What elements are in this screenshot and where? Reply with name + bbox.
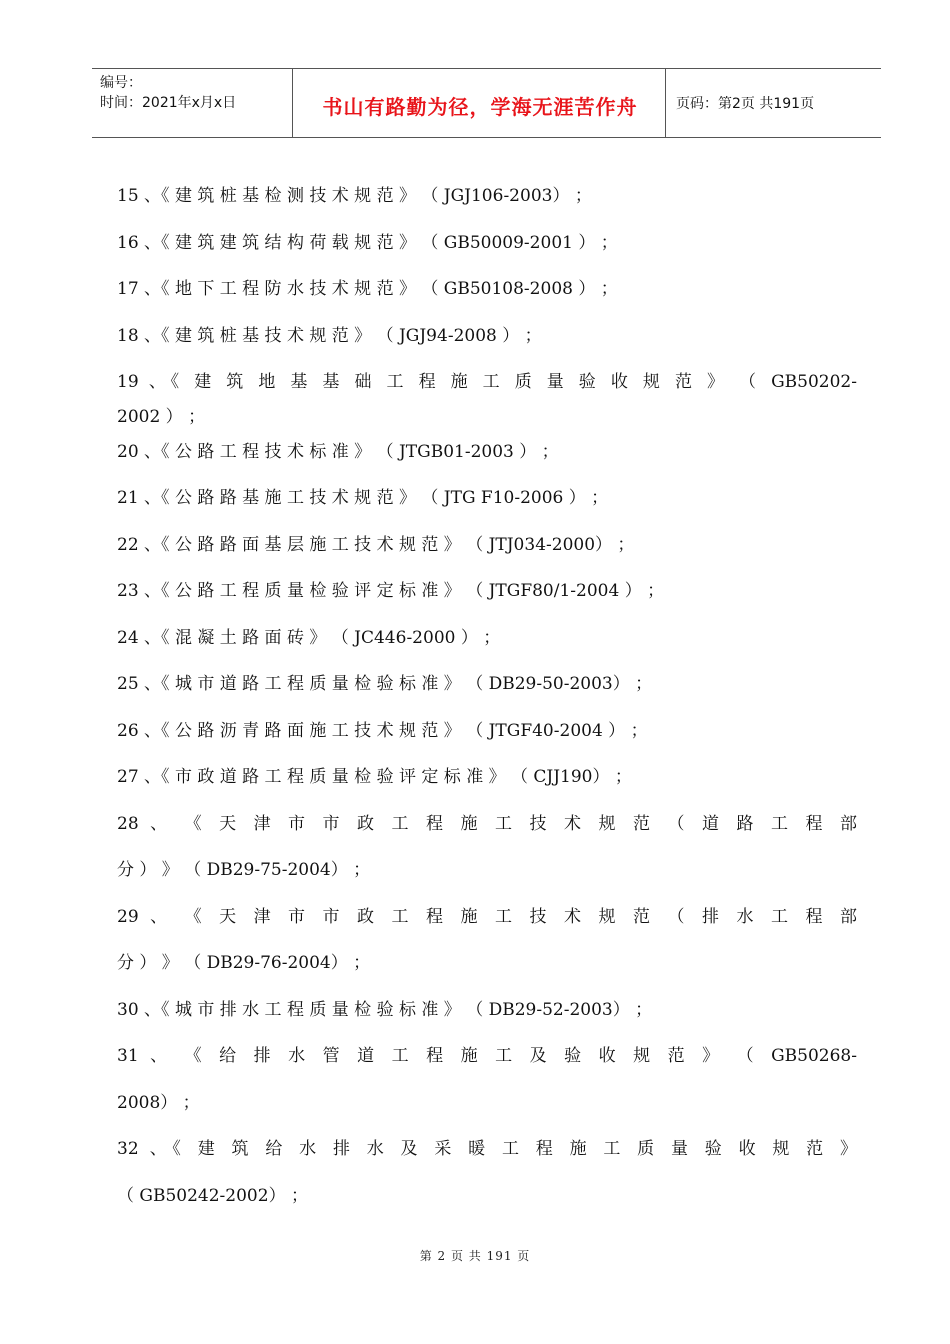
list-item: 21 、《 公 路 路 基 施 工 技 术 规 范 》 （ JTG F10-2006 ） ； <box>117 488 609 508</box>
list-item: 20 、《 公 路 工 程 技 术 标 准 》 （ JTGB01-2003 ） ； <box>117 442 559 462</box>
list-item-continuation: 分 ） 》 （ DB29-76-2004） ； <box>117 953 371 973</box>
page-header <box>92 68 881 138</box>
header-divider <box>292 69 293 137</box>
list-item: 23 、《 公 路 工 程 质 量 检 验 评 定 标 准 》 （ JTGF80/1-2004 ） ； <box>117 581 665 601</box>
header-meta <box>100 73 236 113</box>
list-item: 27 、《 市 政 道 路 工 程 质 量 检 验 评 定 标 准 》 （ CJJ190） ； <box>117 767 632 787</box>
header-motto: 书山有路勤为径，学海无涯苦作舟 <box>322 95 638 119</box>
list-item-continuation: （ GB50242-2002） ； <box>117 1186 308 1206</box>
number-label: 编号： <box>100 75 142 91</box>
list-item: 31 、 《 给 排 水 管 道 工 程 施 工 及 验 收 规 范 》 （ GB50268- <box>117 1046 857 1066</box>
list-item: 26 、《 公 路 沥 青 路 面 施 工 技 术 规 范 》 （ JTGF40-2004 ） ； <box>117 721 648 741</box>
list-item: 15 、《 建 筑 桩 基 检 测 技 术 规 范 》 （ JGJ106-2003） ； <box>117 186 592 206</box>
list-item: 22 、《 公 路 路 面 基 层 施 工 技 术 规 范 》 （ JTJ034-2000） ； <box>117 535 635 555</box>
list-item-continuation: 2002 ） ； <box>117 407 206 427</box>
list-item: 28 、 《 天 津 市 市 政 工 程 施 工 技 术 规 范 （ 道 路 工 程 部 <box>117 814 857 834</box>
list-item: 32 、《 建 筑 给 水 排 水 及 采 暖 工 程 施 工 质 量 验 收 规 范 》 <box>117 1139 857 1159</box>
time-label: 时间：2021年x月x日 <box>100 95 237 111</box>
list-item: 30 、《 城 市 排 水 工 程 质 量 检 验 标 准 》 （ DB29-52-2003） ； <box>117 1000 653 1020</box>
list-item-continuation: 2008） ； <box>117 1093 200 1113</box>
list-item: 29 、 《 天 津 市 市 政 工 程 施 工 技 术 规 范 （ 排 水 工 程 部 <box>117 907 857 927</box>
list-item: 24 、《 混 凝 土 路 面 砖 》 （ JC446-2000 ） ； <box>117 628 501 648</box>
list-item: 16 、《 建 筑 建 筑 结 构 荷 载 规 范 》 （ GB50009-2001 ） ； <box>117 233 618 253</box>
list-item-continuation: 分 ） 》 （ DB29-75-2004） ； <box>117 860 371 880</box>
page-footer: 第 2 页 共 191 页 <box>419 1249 531 1263</box>
header-page-label: 页码：第2页 共191页 <box>676 96 815 112</box>
list-item: 17 、《 地 下 工 程 防 水 技 术 规 范 》 （ GB50108-2008 ） ； <box>117 279 618 299</box>
list-item: 25 、《 城 市 道 路 工 程 质 量 检 验 标 准 》 （ DB29-50-2003） ； <box>117 674 653 694</box>
list-item: 19 、《 建 筑 地 基 基 础 工 程 施 工 质 量 验 收 规 范 》 （ GB50202- <box>117 372 857 392</box>
list-item: 18 、《 建 筑 桩 基 技 术 规 范 》 （ JGJ94-2008 ） ； <box>117 326 542 346</box>
